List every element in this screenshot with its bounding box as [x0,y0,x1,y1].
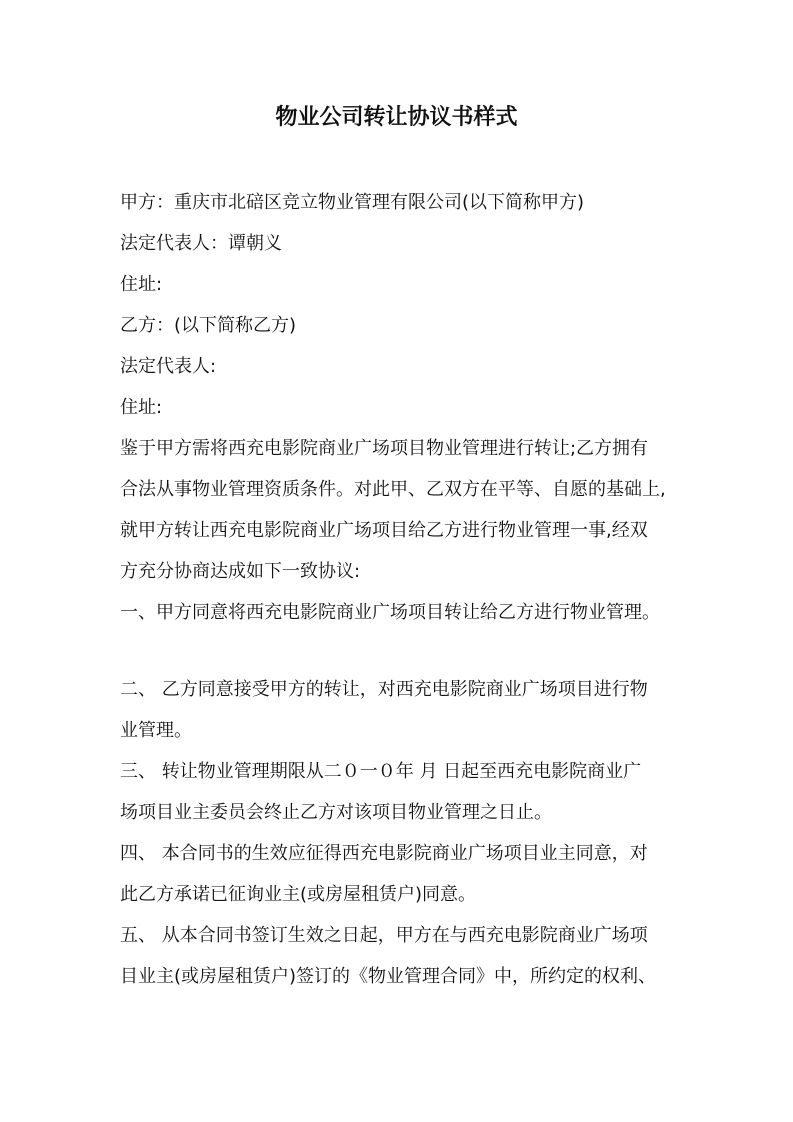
clause-5 [120,915,680,997]
clause-line: 场项目业主委员会终止乙方对该项目物业管理之日止。 [120,802,552,823]
clause-line: 业管理。 [120,720,192,741]
clause-line: 四、 本合同书的生效应征得西充电影院商业广场项目业主同意，对 [120,843,648,864]
party-b-line: 乙方：(以下简称乙方) [120,315,297,336]
party-b-address: 住址: [120,397,163,418]
clause-3 [120,751,680,833]
clause-2 [120,669,680,751]
preamble-line: 鉴于甲方需将西充电影院商业广场项目物业管理进行转让;乙方拥有 [120,438,649,459]
preamble-line: 方充分协商达成如下一致协议: [120,561,361,582]
party-a-representative: 法定代表人：谭朝义 [120,233,282,254]
party-a-line: 甲方：重庆市北碚区竞立物业管理有限公司(以下简称甲方) [120,192,585,213]
preamble-line: 合法从事物业管理资质条件。对此甲、乙双方在平等、自愿的基础上, [120,479,666,500]
clause-line: 此乙方承诺已征询业主(或房屋租赁户)同意。 [120,884,477,905]
preamble-line: 就甲方转让西充电影院商业广场项目给乙方进行物业管理一事,经双 [120,520,648,541]
clause-line: 目业主(或房屋租赁户)签订的《物业管理合同》中，所约定的权利、 [120,966,657,987]
clause-line: 五、 从本合同书签订生效之日起，甲方在与西充电影院商业广场项 [120,925,648,946]
party-a-address: 住址: [120,274,163,295]
clause-line: 二、 乙方同意接受甲方的转让，对西充电影院商业广场项目进行物 [120,679,648,700]
clause-line: 一、甲方同意将西充电影院商业广场项目转让给乙方进行物业管理。 [120,602,660,623]
clause-1 [120,592,680,633]
clause-4 [120,833,680,915]
document-body [120,182,680,997]
party-b-representative: 法定代表人: [120,356,217,377]
preamble-paragraph [120,428,680,592]
document-title: 物业公司转让协议书样式 [275,105,518,130]
clause-line: 三、 转让物业管理期限从二０一０年 月 日起至西充电影院商业广 [120,761,642,782]
paragraph-gap [120,633,680,669]
